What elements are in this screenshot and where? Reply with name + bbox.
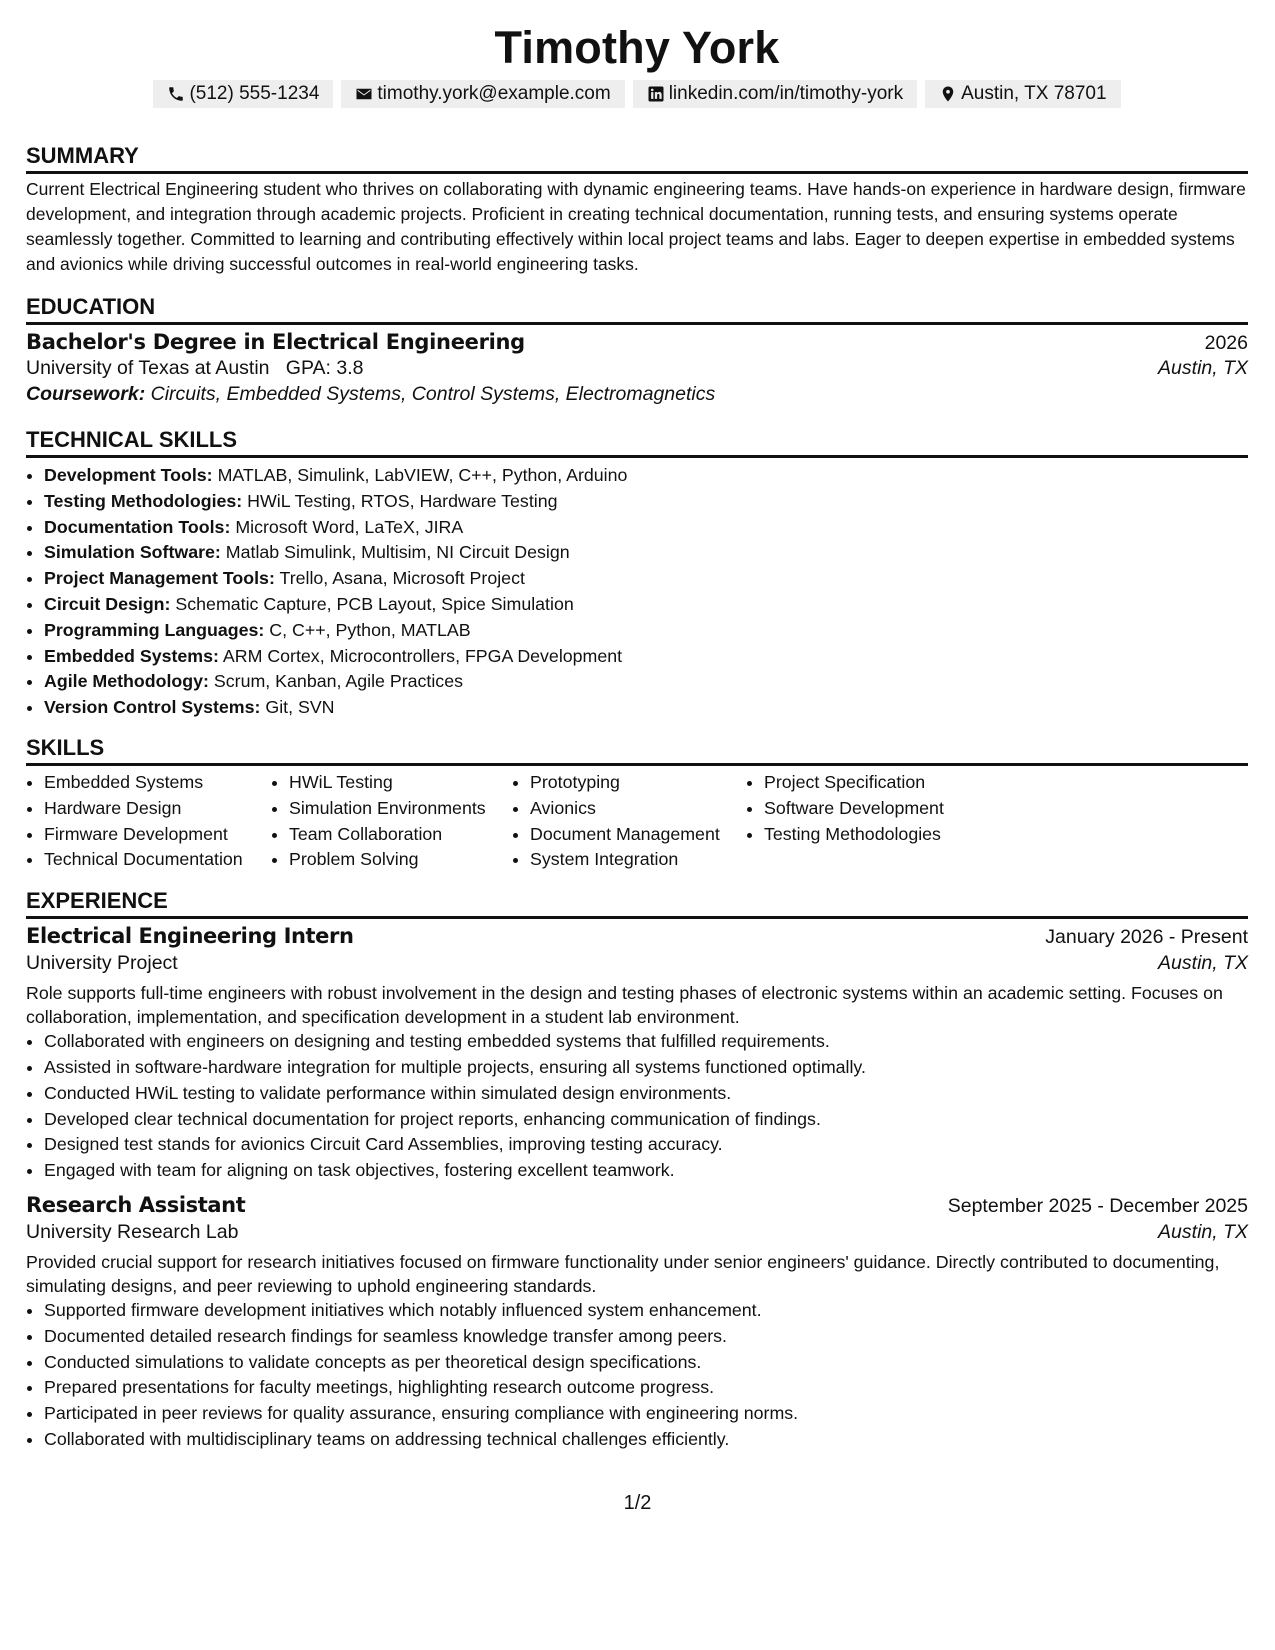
graduation-year: 2026 — [1204, 332, 1248, 354]
technical-skills-section — [26, 425, 1248, 721]
skill-category-label: Documentation Tools: — [44, 516, 231, 537]
contact-linkedin-text: linkedin.com/in/timothy-york — [668, 83, 904, 104]
skill-category-value: HWiL Testing, RTOS, Hardware Testing — [247, 490, 558, 511]
skills-column — [512, 770, 746, 873]
section-title-education: EDUCATION — [26, 292, 1248, 325]
school-line — [26, 357, 363, 380]
skills-section — [26, 733, 1248, 873]
list-item: • Problem Solving — [289, 847, 512, 873]
contact-location-text: Austin, TX 78701 — [961, 83, 1107, 104]
list-item — [44, 695, 1248, 721]
job-dates: September 2025 - December 2025 — [947, 1194, 1248, 1217]
list-item: • Collaborated with engineers on designing and testing embedded systems that fulfilled requirements. — [44, 1029, 1248, 1055]
section-title-summary: SUMMARY — [26, 141, 1248, 174]
section-title-technical-skills: TECHNICAL SKILLS — [26, 425, 1248, 458]
phone-icon — [167, 85, 185, 103]
summary-text: Current Electrical Engineering student who thrives on collaborating with dynamic engineering teams. Have hands-on experience in hardware design, firmware development, and integration through academic projects. Proficient in creating technical documentation, running tests, and ensuring systems operate seamlessly together. Committed to learning and contributing effectively within local project teams and labs. Eager to deepen expertise in embedded systems and avionics while driving successful outcomes in real-world engineering tasks. — [26, 179, 1246, 274]
list-item: • Avionics — [530, 796, 746, 822]
list-item — [44, 592, 1248, 618]
skills-column — [746, 770, 1024, 873]
list-item — [44, 644, 1248, 670]
list-item: • System Integration — [530, 847, 746, 873]
skill-category-value: Schematic Capture, PCB Layout, Spice Simulation — [175, 593, 574, 614]
contact-phone-text: (512) 555-1234 — [189, 83, 320, 104]
list-item: • Document Management — [530, 822, 746, 848]
list-item: • Conducted HWiL testing to validate performance within simulated design environments. — [44, 1081, 1248, 1107]
job-bullets — [26, 1298, 1248, 1453]
list-item — [44, 566, 1248, 592]
list-item: • Participated in peer reviews for quality assurance, ensuring compliance with engineering norms. — [44, 1401, 1248, 1427]
job-org: University Project — [26, 952, 178, 975]
list-item: • Hardware Design — [44, 796, 271, 822]
skill-category-label: Circuit Design: — [44, 593, 171, 614]
job-description: Provided crucial support for research initiatives focused on firmware functionality under senior engineers' guidance. Directly contributed to documenting, simulating designs, and peer reviewing to uphold engineering standards. — [26, 1251, 1220, 1296]
job-role: Research Assistant — [26, 1192, 246, 1217]
job-org: University Research Lab — [26, 1220, 239, 1243]
education-section — [26, 292, 1248, 406]
skills-column — [26, 770, 271, 873]
job-entry — [26, 924, 1248, 1184]
school-location: Austin, TX — [1158, 357, 1248, 379]
summary-section — [26, 141, 1248, 277]
coursework-list: Circuits, Embedded Systems, Control Systems, Electromagnetics — [150, 383, 716, 405]
list-item: • HWiL Testing — [289, 770, 512, 796]
skill-category-label: Project Management Tools: — [44, 568, 275, 589]
contact-location — [925, 80, 1120, 108]
list-item — [44, 618, 1248, 644]
skill-category-value: Git, SVN — [265, 697, 335, 718]
contact-email-text: timothy.york@example.com — [377, 83, 611, 104]
job-org-row — [26, 1221, 1248, 1244]
list-item: • Technical Documentation — [44, 847, 271, 873]
job-entry — [26, 1193, 1248, 1453]
skill-category-value: Scrum, Kanban, Agile Practices — [213, 671, 463, 692]
contact-bar — [26, 80, 1248, 108]
school-name: University of Texas at Austin — [26, 357, 270, 379]
coursework-line — [26, 383, 1248, 406]
list-item — [44, 515, 1248, 541]
list-item: • Assisted in software-hardware integration for multiple projects, ensuring all systems functioned optimally. — [44, 1055, 1248, 1081]
job-org-row — [26, 952, 1248, 975]
skill-category-label: Agile Methodology: — [44, 671, 209, 692]
skill-category-value: ARM Cortex, Microcontrollers, FPGA Development — [222, 645, 623, 666]
skill-category-label: Testing Methodologies: — [44, 490, 243, 511]
list-item: • Software Development — [764, 796, 1024, 822]
list-item: • Collaborated with multidisciplinary teams on addressing technical challenges efficiently. — [44, 1427, 1248, 1453]
coursework-label: Coursework: — [26, 383, 146, 405]
list-item: • Supported firmware development initiatives which notably influenced system enhancement. — [44, 1298, 1248, 1324]
list-item — [44, 489, 1248, 515]
list-item: • Firmware Development — [44, 822, 271, 848]
job-description: Role supports full-time engineers with robust involvement in the design and testing phases of electronic systems within an academic setting. Focuses on collaboration, implementation, and specification development in a student lab environment. — [26, 983, 1223, 1028]
job-bullets — [26, 1029, 1248, 1184]
list-item: • Testing Methodologies — [764, 822, 1024, 848]
job-role: Electrical Engineering Intern — [26, 924, 354, 949]
job-header-row — [26, 924, 1248, 949]
skill-category-label: Version Control Systems: — [44, 697, 261, 718]
skill-category-label: Development Tools: — [44, 465, 213, 485]
job-dates: January 2026 - Present — [1045, 926, 1248, 949]
location-pin-icon — [939, 85, 957, 103]
list-item: • Developed clear technical documentation for project reports, enhancing communication of findings. — [44, 1107, 1248, 1133]
list-item — [44, 463, 1248, 489]
education-header-row — [26, 330, 1248, 355]
list-item: • Embedded Systems — [44, 770, 271, 796]
skill-category-value: Microsoft Word, LaTeX, JIRA — [235, 516, 464, 537]
skill-category-label: Programming Languages: — [44, 619, 265, 640]
job-location: Austin, TX — [1158, 952, 1248, 975]
skill-category-value: C, C++, Python, MATLAB — [269, 619, 471, 640]
skill-category-value: MATLAB, Simulink, LabVIEW, C++, Python, Arduino — [217, 465, 628, 485]
skills-columns — [26, 770, 1248, 873]
skill-category-label: Embedded Systems: — [44, 645, 219, 666]
section-title-skills: SKILLS — [26, 733, 1248, 766]
skills-column — [271, 770, 512, 873]
list-item: • Simulation Environments — [289, 796, 512, 822]
list-item — [44, 669, 1248, 695]
list-item: • Engaged with team for aligning on task objectives, fostering excellent teamwork. — [44, 1158, 1248, 1184]
resume-page — [26, 20, 1248, 1453]
linkedin-icon — [647, 85, 665, 103]
job-header-row — [26, 1193, 1248, 1218]
list-item: • Conducted simulations to validate concepts as per theoretical design specifications. — [44, 1350, 1248, 1376]
degree-title: Bachelor's Degree in Electrical Engineering — [26, 330, 525, 354]
contact-email[interactable] — [341, 80, 624, 108]
skill-category-value: Trello, Asana, Microsoft Project — [279, 568, 525, 589]
education-school-row — [26, 357, 1248, 380]
contact-linkedin[interactable] — [633, 80, 917, 108]
job-location: Austin, TX — [1158, 1220, 1248, 1243]
section-title-experience: EXPERIENCE — [26, 886, 1248, 919]
list-item: • Prototyping — [530, 770, 746, 796]
list-item: • Team Collaboration — [289, 822, 512, 848]
gpa: GPA: 3.8 — [285, 357, 364, 379]
list-item: • Prepared presentations for faculty meetings, highlighting research outcome progress. — [44, 1375, 1248, 1401]
contact-phone[interactable] — [153, 80, 333, 108]
list-item: • Designed test stands for avionics Circuit Card Assemblies, improving testing accuracy. — [44, 1132, 1248, 1158]
list-item: • Documented detailed research findings for seamless knowledge transfer among peers. — [44, 1324, 1248, 1350]
skill-category-value: Matlab Simulink, Multisim, NI Circuit Design — [225, 542, 570, 563]
skill-category-label: Simulation Software: — [44, 542, 221, 563]
list-item — [44, 540, 1248, 566]
page-number: 1/2 — [623, 1492, 652, 1514]
candidate-name: Timothy York — [494, 22, 780, 73]
technical-skills-list — [26, 463, 1248, 721]
experience-section — [26, 886, 1248, 1453]
list-item: • Project Specification — [764, 770, 1024, 796]
envelope-icon — [355, 85, 373, 103]
